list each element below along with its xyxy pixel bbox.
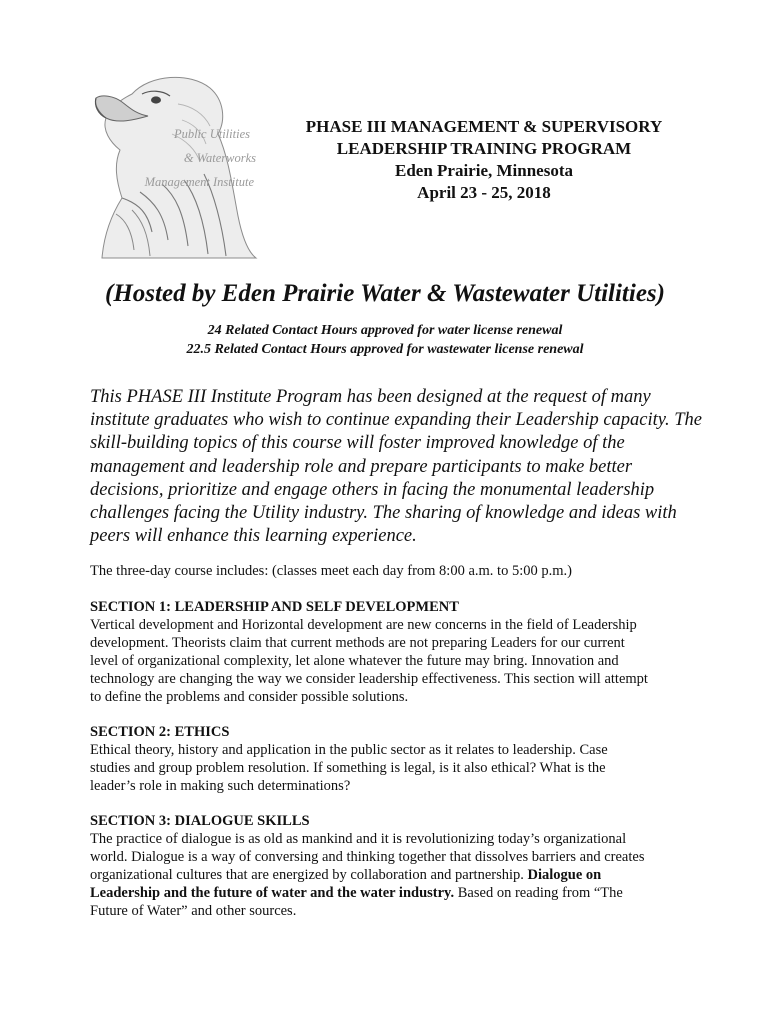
host-statement: (Hosted by Eden Prairie Water & Wastewater Utilities): [105, 280, 665, 307]
section-text-line: to define the problems and consider possible solutions.: [90, 689, 409, 705]
water-hours: 24 Related Contact Hours approved for water license renewal: [207, 323, 563, 338]
section-text-bold: Leadership and the future of water and the water industry.: [90, 885, 455, 901]
program-title: [282, 116, 686, 204]
section-text-line: studies and group problem resolution. If something is legal, is it also ethical? What is the: [90, 760, 606, 776]
title-location: Eden Prairie, Minnesota: [394, 161, 573, 180]
logo-line-2: & Waterworks: [183, 151, 256, 165]
wastewater-hours: 22.5 Related Contact Hours approved for wastewater license renewal: [186, 341, 584, 357]
section-text-line: level of organizational complexity, let alone whatever the future may bring. Innovation and: [90, 653, 619, 669]
section-text-line: Ethical theory, history and application in the public sector as it relates to leadership. Case: [90, 742, 608, 758]
intro-line: skill-building topics of this course will foster improved knowledge of the: [90, 433, 625, 454]
title-dates: April 23 - 25, 2018: [417, 183, 551, 202]
intro-line: decisions, prioritize and engage others in facing the monumental leadership: [90, 479, 655, 500]
section-heading: SECTION 3: DIALOGUE SKILLS: [90, 813, 310, 829]
intro-line: management and leadership role and prepare participants to make better: [90, 456, 633, 477]
section-heading: SECTION 2: ETHICS: [90, 724, 230, 740]
section-text-line: [90, 866, 690, 884]
logo-line-1: Public Utilities: [173, 127, 250, 141]
section-text-bold: Dialogue on: [527, 867, 602, 883]
intro-line: This PHASE III Institute Program has been designed at the request of many: [90, 387, 651, 407]
section-text-line: The practice of dialogue is as old as mankind and it is revolutionizing today’s organizational: [90, 831, 627, 847]
intro-line: challenges facing the Utility industry. The sharing of knowledge and ideas with: [90, 503, 677, 524]
institute-logo: [92, 64, 262, 260]
title-line-1: PHASE III MANAGEMENT & SUPERVISORY: [305, 117, 663, 136]
section-text-plain: organizational cultures that are energized by collaboration and partnership.: [90, 867, 528, 883]
logo-caption: [92, 122, 262, 194]
section-heading: SECTION 1: LEADERSHIP AND SELF DEVELOPMENT: [90, 599, 459, 615]
section-text-line: technology are changing the way we consider leadership effectiveness. This section will attempt: [90, 671, 648, 687]
section-1: [90, 598, 690, 706]
contact-hours: [0, 322, 770, 359]
course-schedule-note: The three-day course includes: (classes meet each day from 8:00 a.m. to 5:00 p.m.): [90, 563, 572, 579]
intro-line: institute graduates who wish to continue expanding their Leadership capacity. The: [90, 410, 702, 431]
section-text-plain: Based on reading from “The: [454, 885, 623, 901]
section-text-line: Future of Water” and other sources.: [90, 903, 297, 919]
section-text-line: world. Dialogue is a way of conversing and thinking together that dissolves barriers and creates: [90, 849, 645, 865]
section-text-line: leader’s role in making such determinations?: [90, 778, 351, 794]
section-3: [90, 812, 690, 920]
section-text-line: Vertical development and Horizontal development are new concerns in the field of Leadership: [90, 617, 637, 633]
logo-line-3: Management Institute: [144, 175, 254, 189]
section-text-line: [90, 884, 690, 902]
intro-line: peers will enhance this learning experience.: [90, 526, 417, 547]
section-2: [90, 723, 690, 795]
section-text-line: development. Theorists claim that current methods are not preparing Leaders for our current: [90, 635, 625, 651]
title-line-2: LEADERSHIP TRAINING PROGRAM: [336, 139, 632, 158]
intro-paragraph: [90, 386, 702, 548]
